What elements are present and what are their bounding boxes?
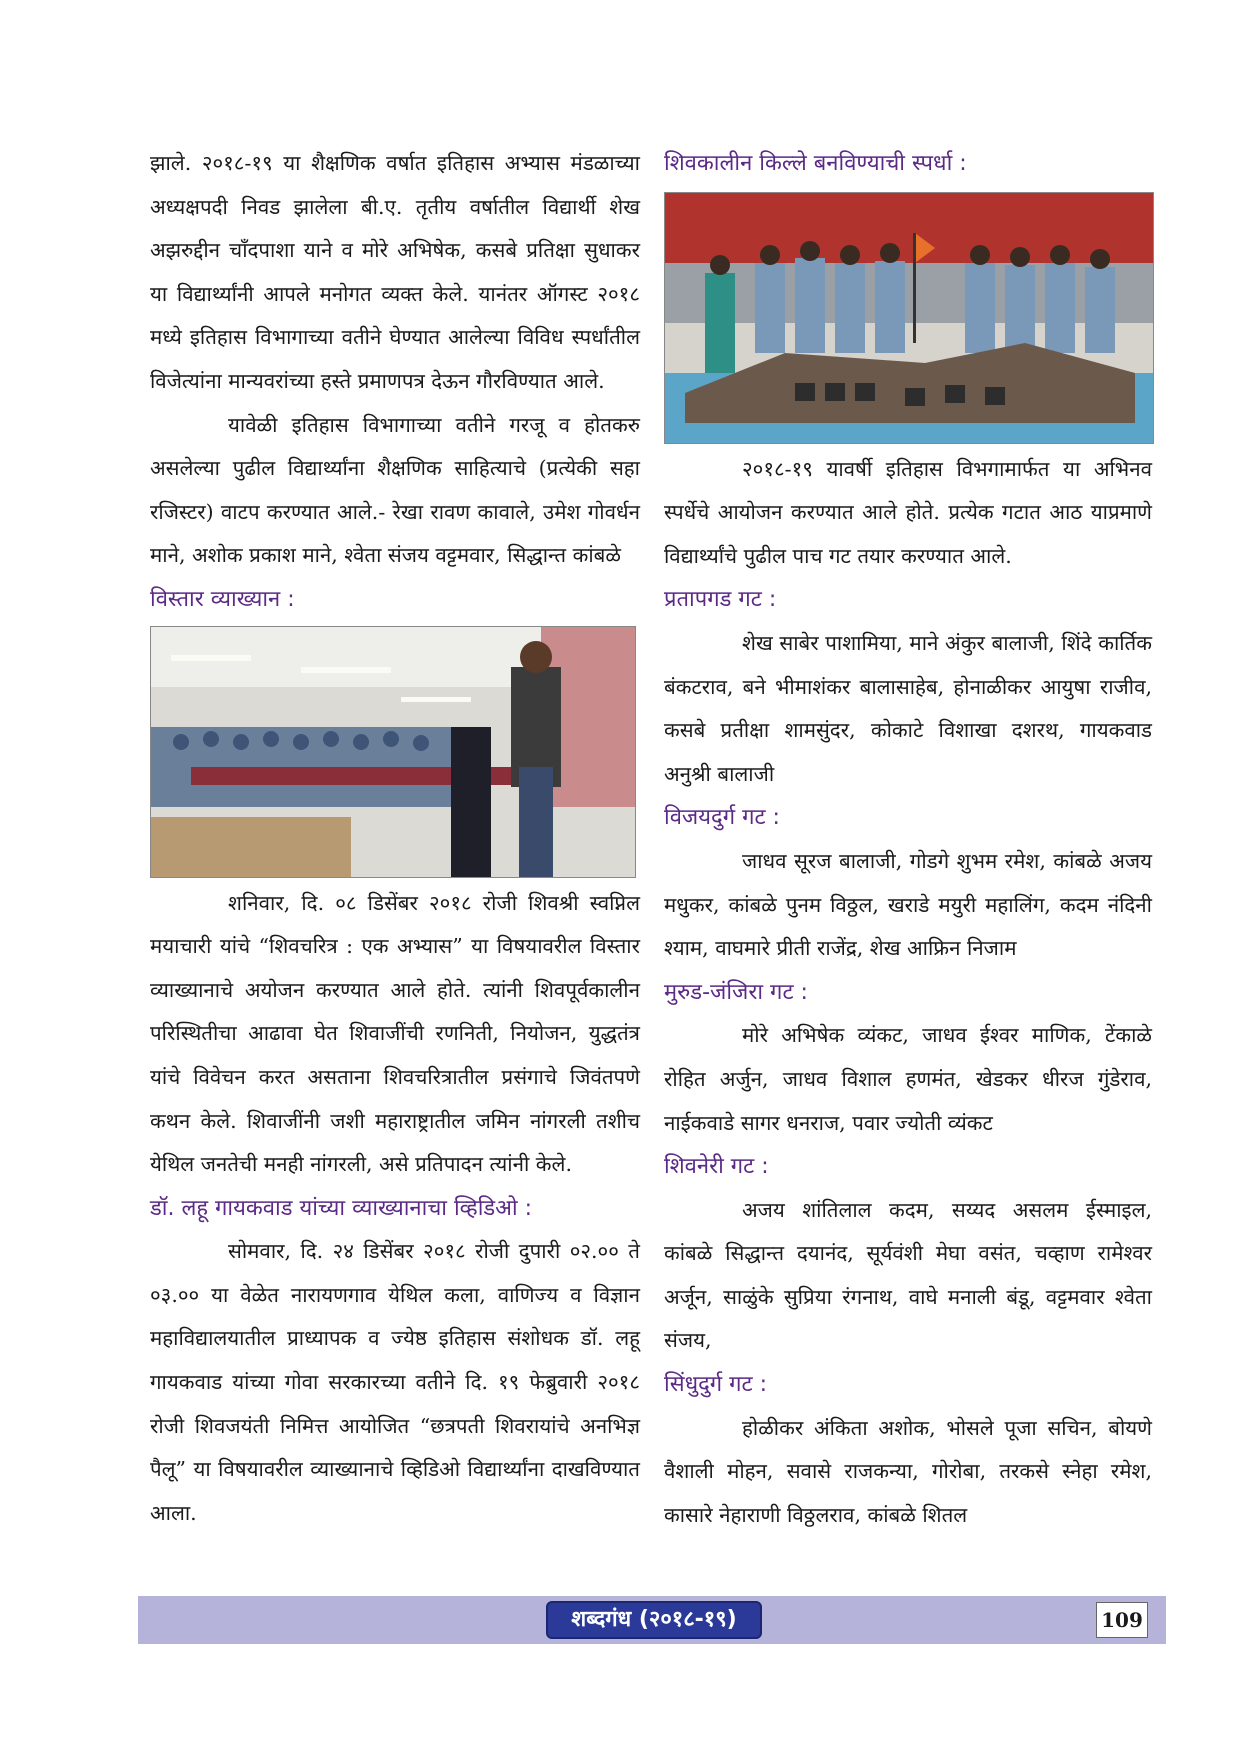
paragraph: सोमवार, दि. २४ डिसेंबर २०१८ रोजी दुपारी ०२.०० ते ०३.०० या वेळेत नारायणगाव येथिल कला, वाणिज्य व विज्ञान महाविद्यालयातील प्राध्यापक व ज्येष्ठ इतिहास संशोधक डॉ. लहू गायकवाड यांच्या गोवा सरकारच्या वतीने दि. १९ फेब्रुवारी २०१८ रोजी शिवजयंती निमित्त आयोजित “छत्रपती शिवरायांचे अनभिज्ञ पैलू” या विषयावरील व्याख्यानाचे व्हिडिओ विद्यार्थ्यांना दाखविण्यात आला.	[150, 1239, 640, 1525]
fort-competition-photo	[664, 192, 1154, 444]
paragraph: होळीकर अंकिता अशोक, भोसले पूजा सचिन, बोयणे वैशाली मोहन, सवासे राजकन्या, गोरोबा, तरकसे स्नेहा रमेश, कासारे नेहाराणी विठ्ठलराव, कांबळे शितल	[664, 1415, 1152, 1527]
paragraph: शेख साबेर पाशामिया, माने अंकुर बालाजी, शिंदे कार्तिक बंकटराव, बने भीमाशंकर बालासाहेब, होनाळीकर आयुषा राजीव, कसबे प्रतीक्षा शामसुंदर, कोकाटे विशाखा दशरथ, गायकवाड अनुश्री बालाजी	[664, 630, 1152, 786]
paragraph: अजय शांतिलाल कदम, सय्यद असलम ईस्माइल, कांबळे सिद्धान्त दयानंद, सूर्यवंशी मेघा वसंत, चव्हाण रामेश्वर अर्जून, साळुंके सुप्रिया रंगनाथ, वाघे मनाली बंडू, वट्टमवार श्वेता संजय,	[664, 1197, 1152, 1353]
section-heading: प्रतापगड गट :	[664, 587, 777, 613]
paragraph: शनिवार, दि. ०८ डिसेंबर २०१८ रोजी शिवश्री स्वप्निल मयाचारी यांचे “शिवचरित्र : एक अभ्यास” या विषयावरील विस्तार व्याख्यानाचे अयोजन करण्यात आले होते. त्यांनी शिवपूर्वकालीन परिस्थितीचा आढावा घेत शिवाजींची रणनिती, नियोजन, युद्धतंत्र यांचे विवेचन करत असताना शिवचरित्रातील प्रसंगाचे जिवंतपणे कथन केले. शिवाजींनी जशी महाराष्ट्रातील जमिन नांगरली तशीच येथिल जनतेची मनही नांगरली, असे प्रतिपादन त्यांनी केले.	[150, 890, 640, 1177]
footer-title: शब्दगंध (२०१८-१९)	[546, 1601, 762, 1639]
paragraph: मोरे अभिषेक व्यंकट, जाधव ईश्वर माणिक, टेंकाळे रोहित अर्जुन, जाधव विशाल हणमंत, खेडकर धीरज गुंडेराव, नाईकवाडे सागर धनराज, पवार ज्योती व्यंकट	[664, 1023, 1152, 1135]
paragraph: २०१८-१९ यावर्षी इतिहास विभगामार्फत या अभिनव स्पर्धेचे आयोजन करण्यात आले होते. प्रत्येक गटात आठ याप्रमाणे विद्यार्थ्यांचे पुढील पाच गट तयार करण्यात आले.	[664, 456, 1152, 568]
section-heading: विजयदुर्ग गट :	[664, 805, 780, 831]
section-heading: विस्तार व्याख्यान :	[150, 586, 295, 612]
section-heading: शिवनेरी गट :	[664, 1154, 769, 1180]
page-number: 109	[1096, 1602, 1148, 1638]
section-heading: मुरुड-जंजिरा गट :	[664, 979, 808, 1005]
paragraph: झाले. २०१८-१९ या शैक्षणिक वर्षात इतिहास अभ्यास मंडळाच्या अध्यक्षपदी निवड झालेला बी.ए. तृतीय वर्षातील विद्यार्थी शेख अझरुद्दीन चाँदपाशा याने व मोरे अभिषेक, कसबे प्रतिक्षा सुधाकर या विद्यार्थ्यांनी आपले मनोगत व्यक्त केले. यानंतर ऑगस्ट २०१८ मध्ये इतिहास विभागाच्या वतीने घेण्यात आलेल्या विविध स्पर्धांतील विजेत्यांना मान्यवरांच्या हस्ते प्रमाणपत्र देऊन गौरविण्यात आले.	[150, 151, 640, 393]
left-column	[150, 142, 640, 1535]
paragraph: यावेळी इतिहास विभागाच्या वतीने गरजू व होतकरु असलेल्या पुढील विद्यार्थ्यांना शैक्षणिक साहित्याचे (प्रत्येकी सहा रजिस्टर) वाटप करण्यात आले.- रेखा रावण कावाले, उमेश गोवर्धन माने, अशोक प्रकाश माने, श्वेता संजय वट्टमवार, सिद्धान्त कांबळे	[150, 412, 640, 568]
paragraph: जाधव सूरज बालाजी, गोडगे शुभम रमेश, कांबळे अजय मधुकर, कांबळे पुनम विठ्ठल, खराडे मयुरी महालिंग, कदम नंदिनी श्याम, वाघमारे प्रीती राजेंद्र, शेख आफ्रिन निजाम	[664, 848, 1152, 961]
lecture-photo	[150, 626, 636, 878]
section-heading: शिवकालीन किल्ले बनविण्याची स्पर्धा :	[664, 151, 967, 176]
section-heading: सिंधुदुर्ग गट :	[664, 1372, 768, 1398]
section-heading: डॉ. लहू गायकवाड यांच्या व्याख्यानाचा व्हिडिओ :	[150, 1195, 533, 1221]
right-column	[664, 142, 1152, 1537]
